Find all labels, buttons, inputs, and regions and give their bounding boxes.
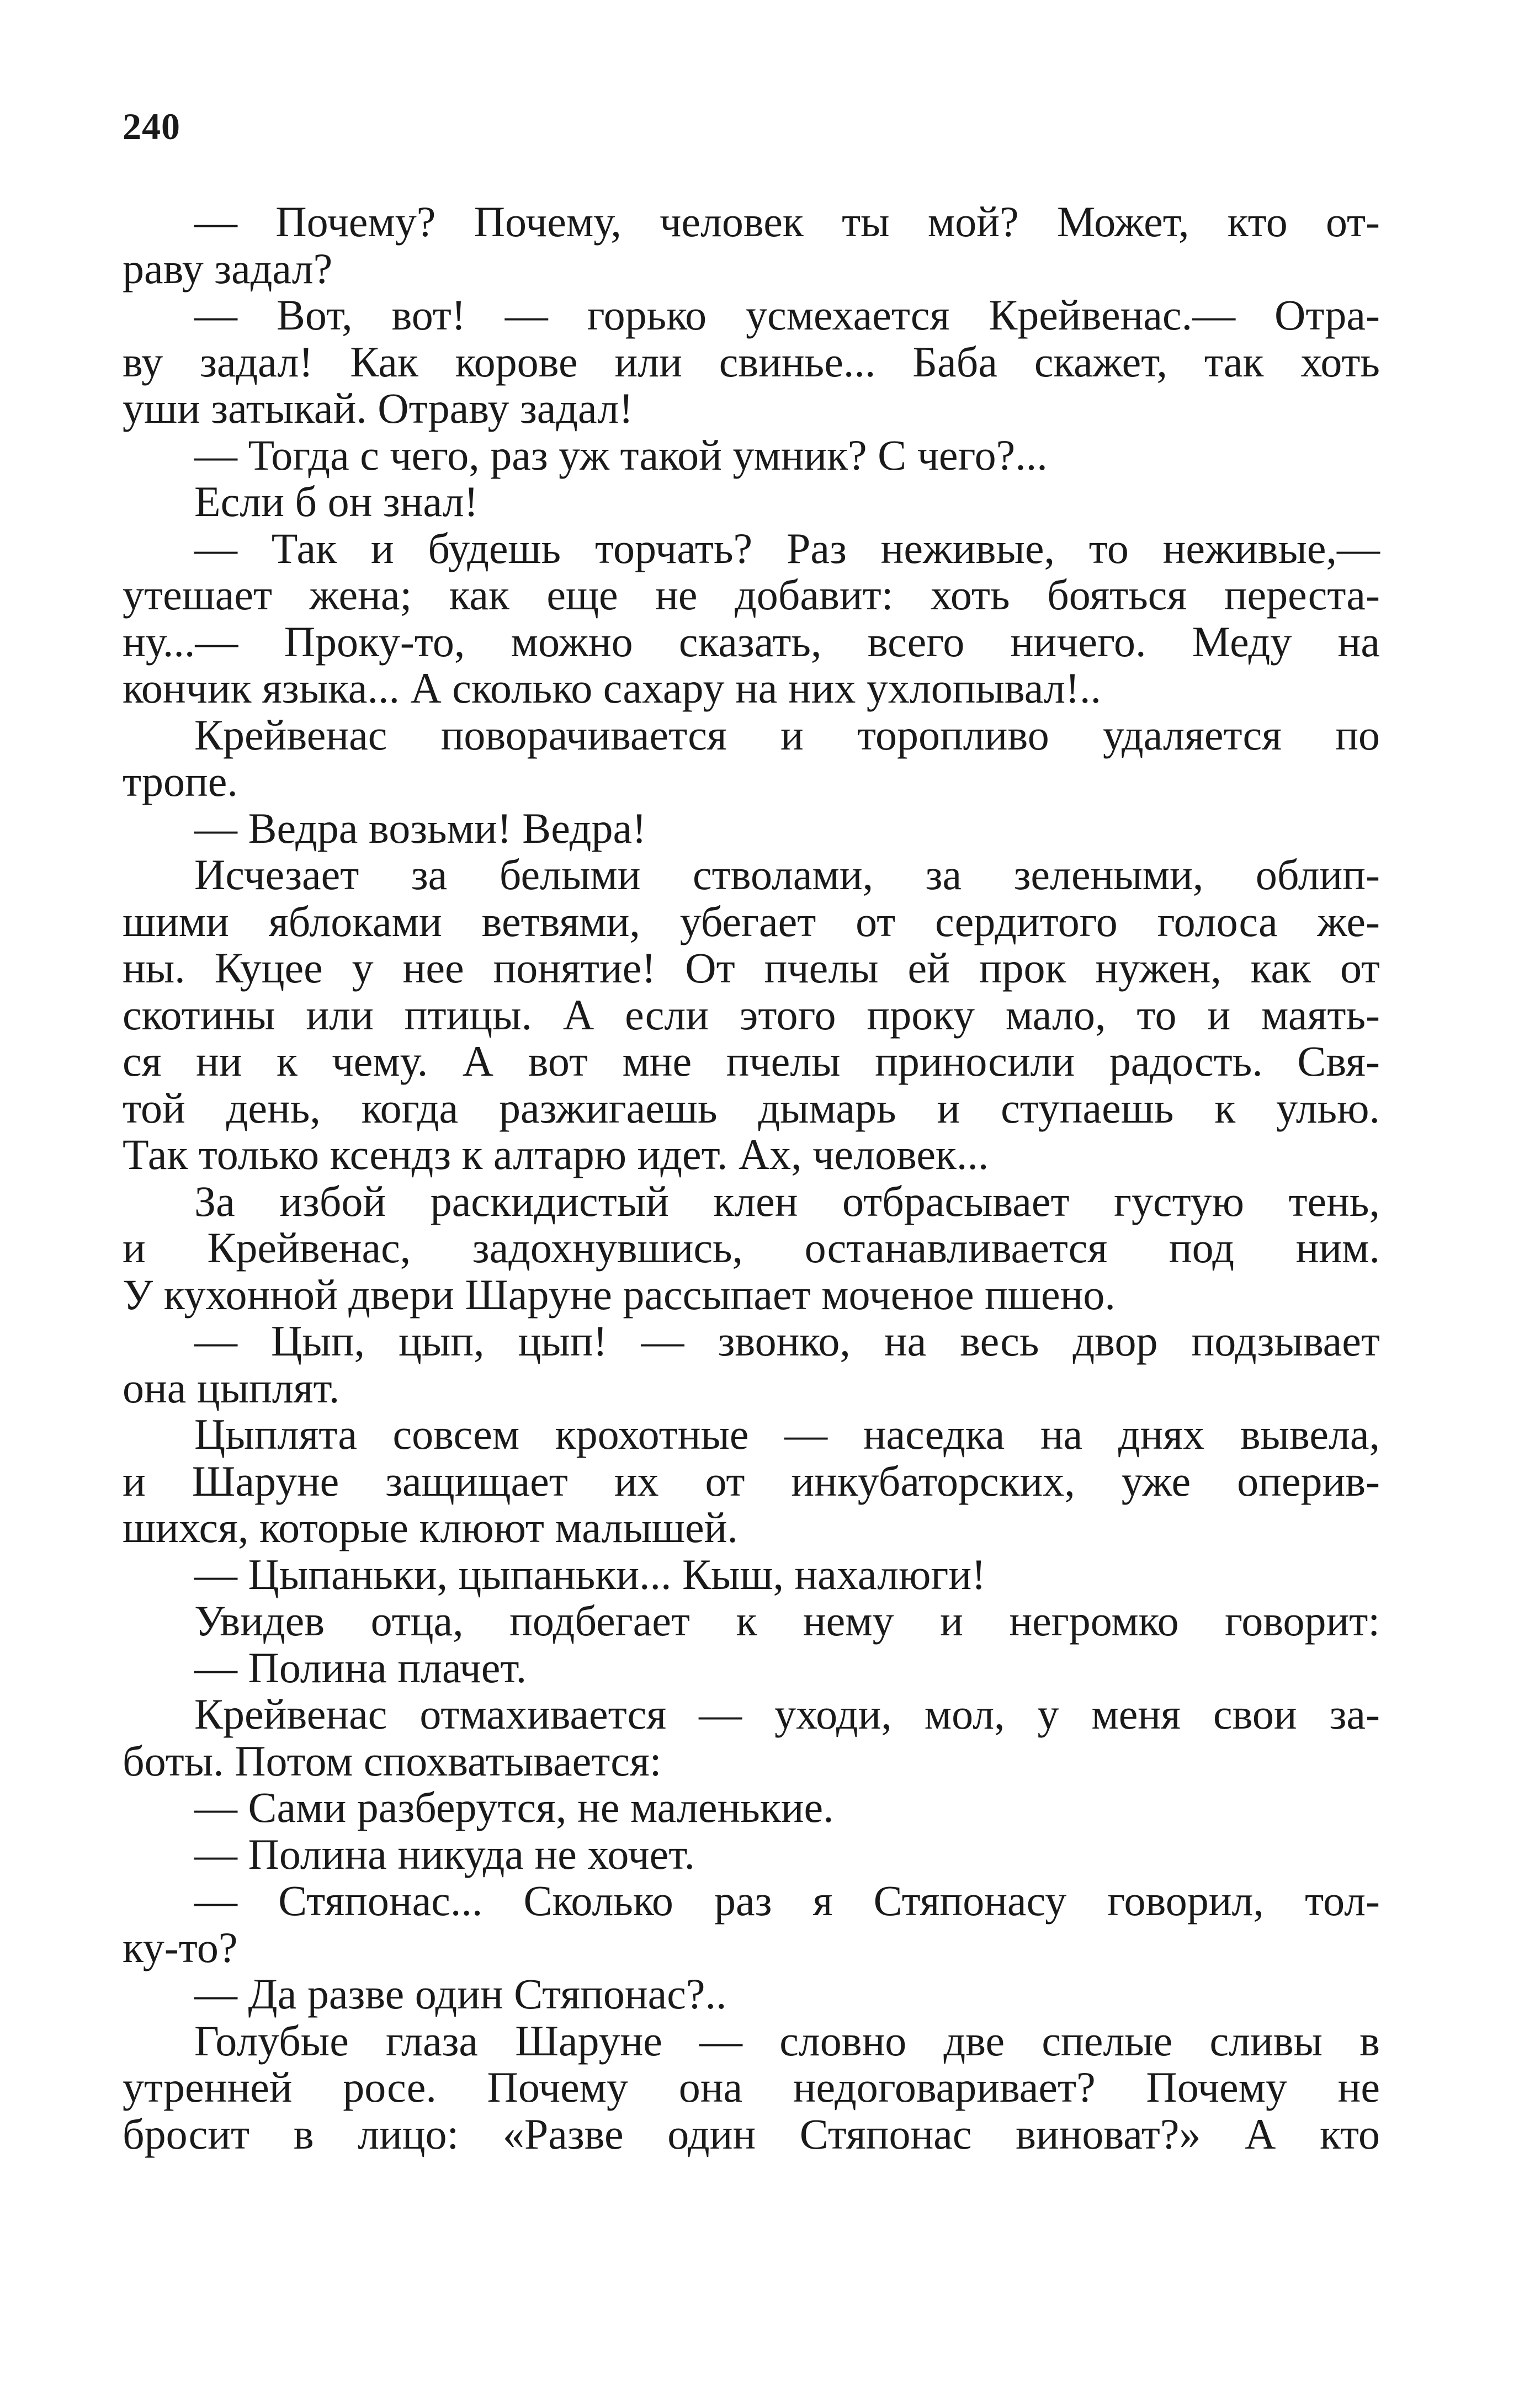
text-line: — Так и будешь торчать? Раз неживые, то неживые,— [194,524,1380,572]
text-line: — Сами разберутся, не маленькие. [194,1783,834,1831]
body-text [123,199,1380,2157]
page-number: 240 [123,105,180,147]
text-line: боты. Потом спохватывается: [123,1736,662,1785]
text-line: — Тогда с чего, раз уж такой умник? С чего?... [194,430,1048,479]
text-line: — Вот, вот! — горько усмехается Крейвенас.— Отра- [194,291,1380,339]
text-line: У кухонной двери Шаруне рассыпает моченое пшено. [123,1270,1116,1319]
text-line: шихся, которые клюют малышей. [123,1503,738,1551]
text-line: Голубые глаза Шаруне — словно две спелые сливы в [194,2016,1380,2065]
text-line: Увидев отца, подбегает к нему и негромко говорит: [194,1597,1380,1645]
text-line: ну...— Проку-то, можно сказать, всего ничего. Меду на [123,617,1380,666]
text-line: Исчезает за белыми стволами, за зелеными, облип- [194,850,1380,899]
text-line: Крейвенас отмахивается — уходи, мол, у меня свои за- [194,1690,1380,1738]
text-line: — Почему? Почему, человек ты мой? Может, кто от- [194,198,1380,246]
text-line: скотины или птицы. А если этого проку мало, то и маять- [123,990,1380,1039]
text-line: — Стяпонас... Сколько раз я Стяпонасу говорил, тол- [194,1877,1380,1925]
text-line: ны. Куцее у нее понятие! От пчелы ей прок нужен, как от [123,944,1380,992]
text-line: ся ни к чему. А вот мне пчелы приносили радость. Свя- [123,1037,1380,1085]
text-line: Крейвенас поворачивается и торопливо удаляется по [194,710,1380,759]
text-line: Если б он знал! [194,477,479,525]
text-line: бросит в лицо: «Разве один Стяпонас виноват?» А кто [123,2109,1380,2158]
text-line: За избой раскидистый клен отбрасывает густую тень, [194,1177,1380,1225]
text-line: — Полина плачет. [194,1643,527,1692]
text-line: раву задал? [123,244,333,293]
text-line: и Крейвенас, задохнувшись, останавливается под ним. [123,1224,1380,1272]
text-line: Цыплята совсем крохотные — наседка на днях вывела, [194,1410,1380,1458]
text-line: — Да разве один Стяпонас?.. [194,1970,727,2018]
text-line: утренней росе. Почему она недоговаривает? Почему не [123,2063,1380,2111]
text-line: и Шаруне защищает их от инкубаторских, уже оперив- [123,1457,1380,1505]
text-line: — Цыпаньки, цыпаньки... Кыш, нахалюги! [194,1550,986,1598]
text-line: тропе. [123,757,238,805]
text-line: уши затыкай. Отраву задал! [123,384,634,432]
text-line: утешает жена; как еще не добавит: хоть бояться переста- [123,571,1380,619]
text-line: ву задал! Как корове или свинье... Баба скажет, так хоть [123,337,1380,386]
text-line: той день, когда разжигаешь дымарь и ступаешь к улью. [123,1083,1380,1132]
text-line: кончик языка... А сколько сахару на них ухлопывал!.. [123,664,1101,712]
text-line: она цыплят. [123,1363,340,1412]
text-line: — Ведра возьми! Ведра! [194,804,647,852]
text-line: ку-то? [123,1923,238,1971]
text-line: Так только ксендз к алтарю идет. Ах, человек... [123,1130,989,1178]
text-line: — Полина никуда не хочет. [194,1830,695,1878]
text-line: — Цып, цып, цып! — звонко, на весь двор подзывает [194,1317,1380,1365]
text-line: шими яблоками ветвями, убегает от сердитого голоса же- [123,897,1380,945]
